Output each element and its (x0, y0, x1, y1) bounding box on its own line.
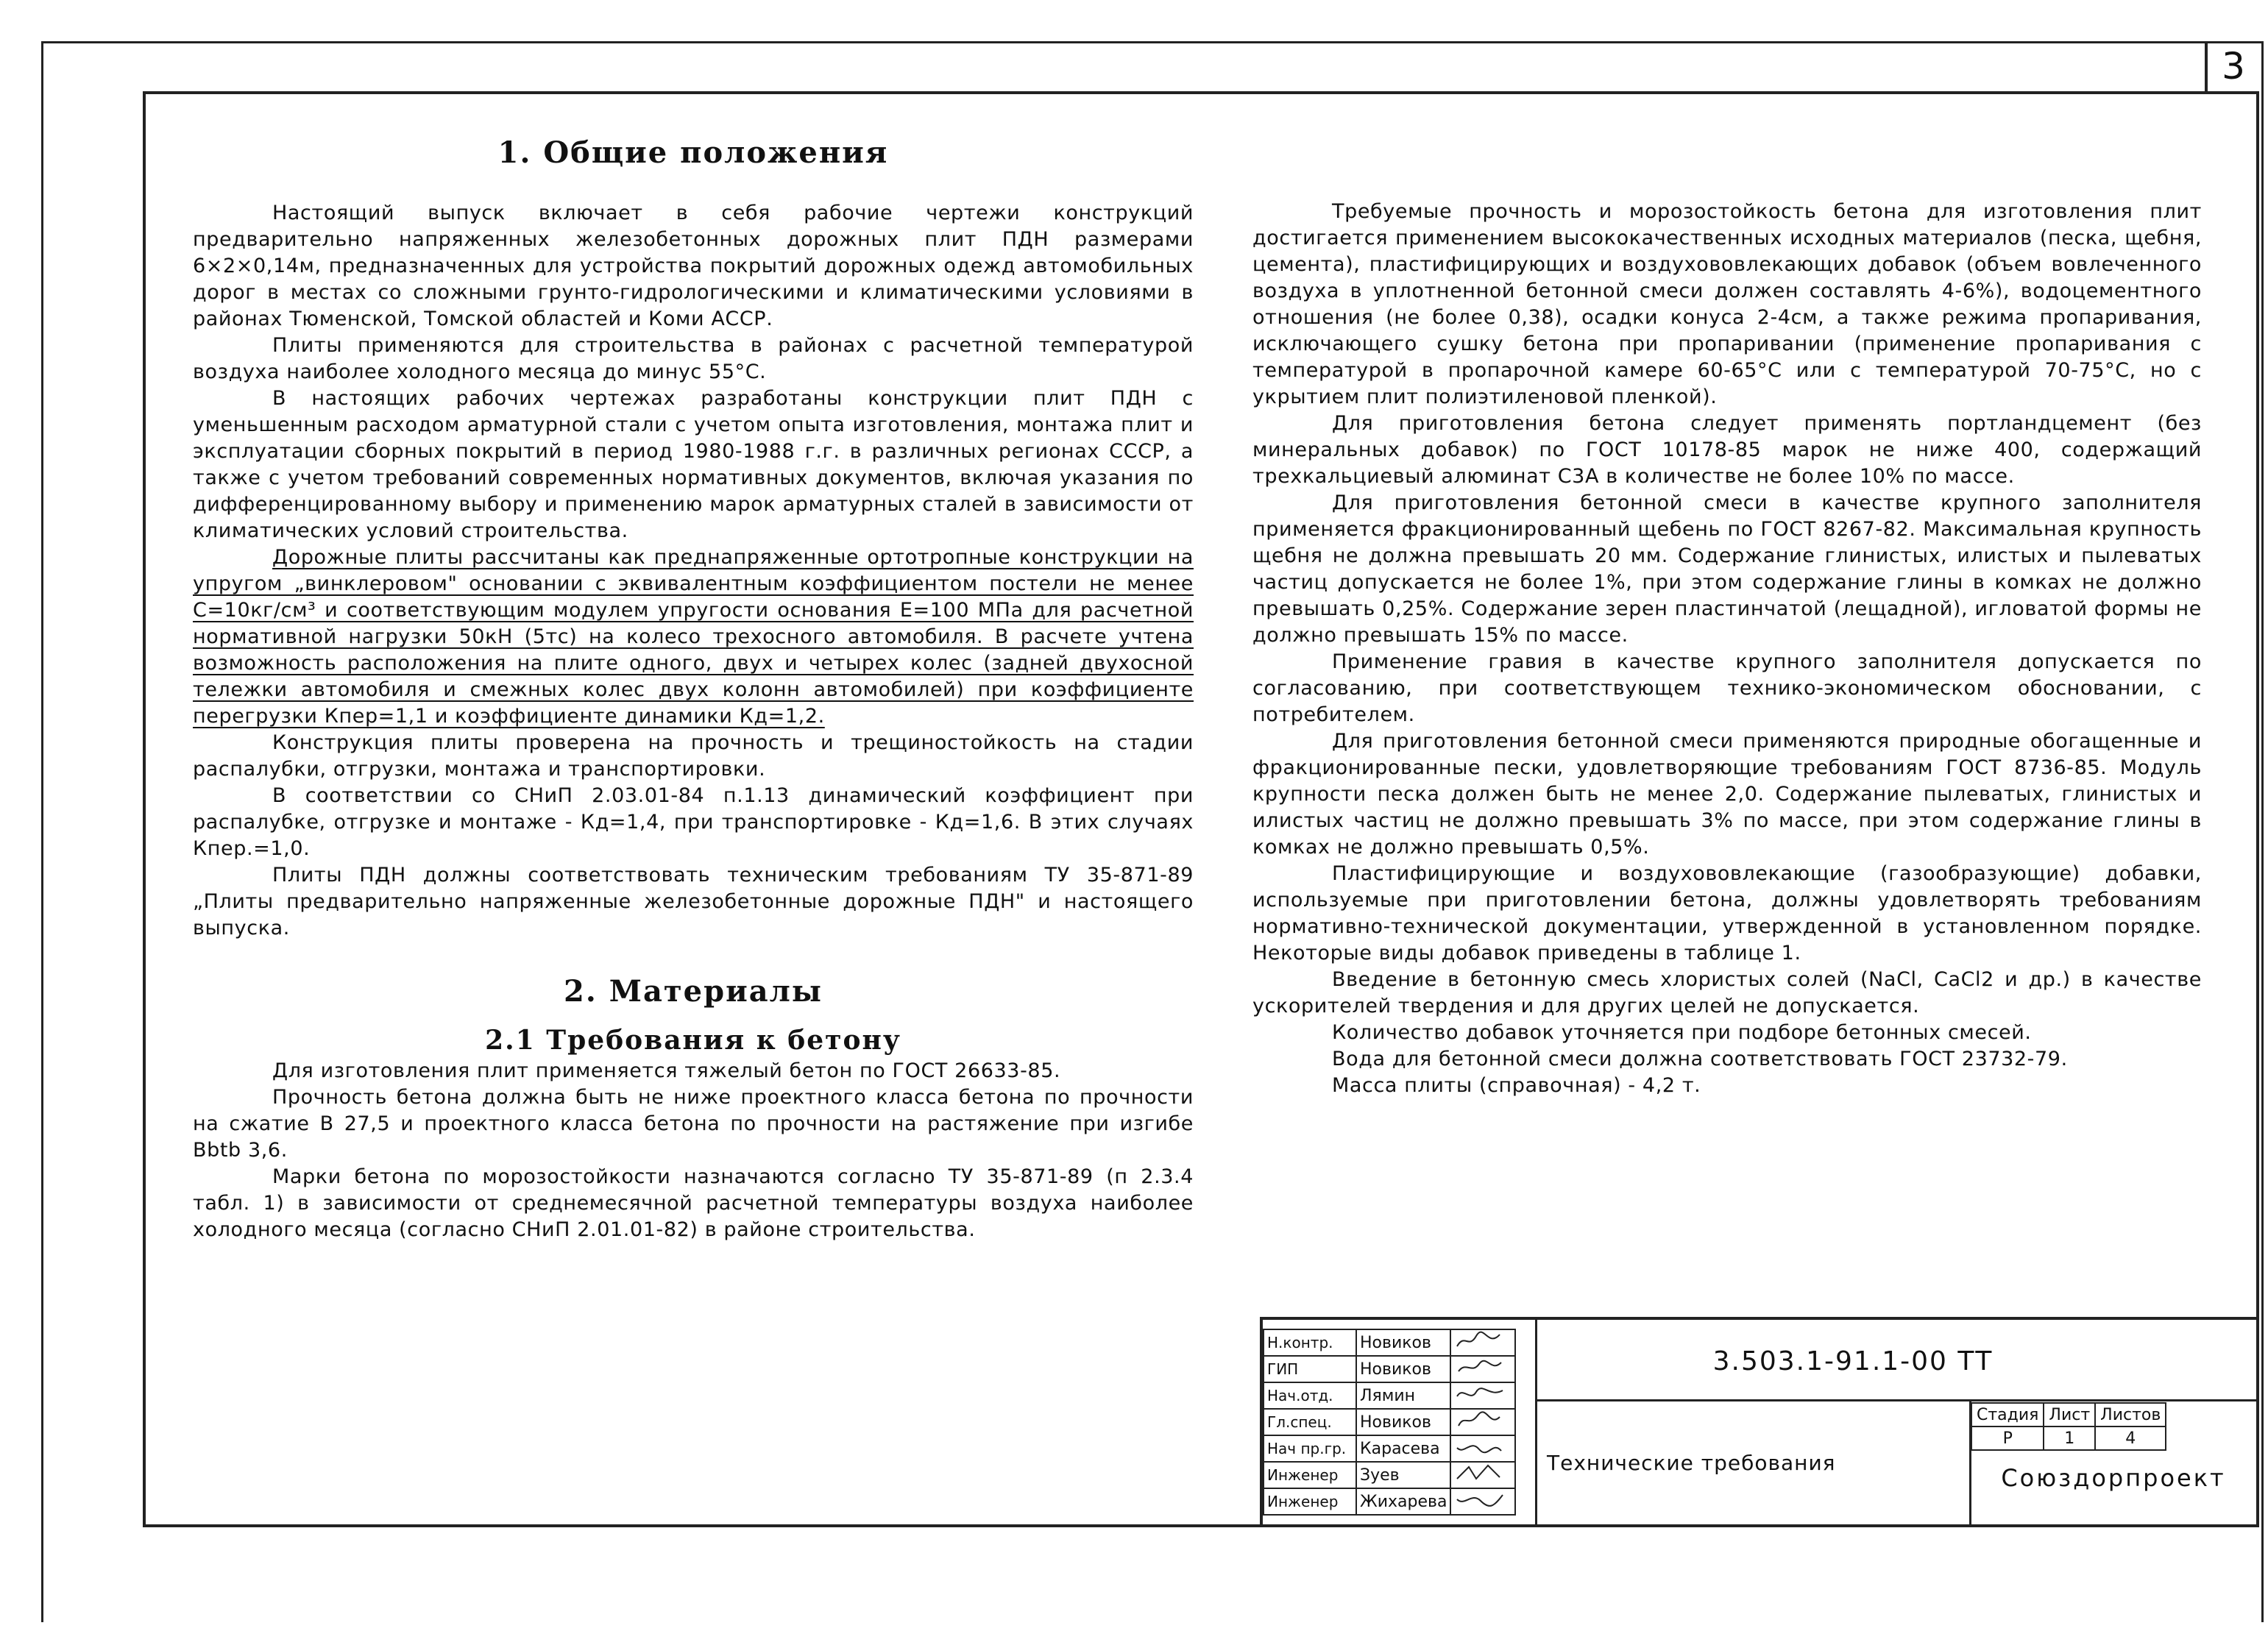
signature (1450, 1382, 1515, 1409)
staff-row (1264, 1462, 1515, 1488)
staff-row (1264, 1356, 1515, 1382)
signature (1450, 1356, 1515, 1382)
right-column (1252, 199, 2202, 1099)
right-paragraph: Введение в бетонную смесь хлористых солей (NaCl, CaCl2 и др.) в качестве ускорителей твердения и для других целей не допускается. (1252, 968, 2202, 1017)
stage-value: Р (1971, 1427, 2044, 1450)
right-paragraph: Применение гравия в качестве крупного заполнителя допускается по согласованию, при соответствующем технико-экономическом обосновании, с потребителем. (1252, 650, 2202, 726)
staff-row (1264, 1329, 1515, 1356)
section1-paragraph: В соответствии со СНиП 2.03.01-84 п.1.13 динамический коэффициент при распалубке, отгрузке и монтаже - Кд=1,4, при транспортировке - Кд=1,6. В этих случаях Кпер.=1,0. (193, 784, 1194, 860)
section1-paragraph-underlined: Дорожные плиты рассчитаны как преднапряженные ортотропные конструкции на упругом „винклеровом" основании с эквивалентным коэффициентом постели не менее С=10кг/см³ и соответствующим модулем упругости основания Е=100 МПа для расчетной нормативной нагрузки 50кН (5тс) на колесо трехосного автомобиля. В расчете учтена возможность расположения на плите одного, двух и четырех колес (задней двухосной тележки автомобиля и смежных колес двух колонн автомобилей) при коэффициенте перегрузки Кпер=1,1 и коэффициенте динамики Кд=1,2. (193, 546, 1194, 728)
staff-role: Гл.спец. (1264, 1409, 1356, 1435)
section1-paragraph: Плиты ПДН должны соответствовать техническим требованиям ТУ 35-871-89 „Плиты предварительно напряженные железобетонные дорожные ПДН" и настоящего выпуска. (193, 864, 1194, 939)
sheet-header: Лист (2044, 1403, 2095, 1427)
staff-name: Карасева (1356, 1435, 1450, 1462)
staff-role: Н.контр. (1264, 1329, 1356, 1356)
staff-role: Нач пр.гр. (1264, 1435, 1356, 1462)
staff-role: ГИП (1264, 1356, 1356, 1382)
section1-paragraph: Конструкция плиты проверена на прочность и трещиностойкость на стадии распалубки, отгрузки, монтажа и транспортировки. (193, 731, 1194, 781)
signature (1450, 1409, 1515, 1435)
signature (1450, 1462, 1515, 1488)
section1-paragraph: Настоящий выпуск включает в себя рабочие чертежи конструкций предварительно напряженных железобетонных дорожных плит ПДН размерами 6×2×0,14м, предназначенных для устройства покрытий дорожных одежд автомобильных дорог в местах со сложными грунто-гидрологическими и климатическими условиями в районах Тюменской, Томской областей и Коми АССР. (193, 202, 1194, 330)
document-name: Технические требования (1547, 1451, 1836, 1475)
right-paragraph: Количество добавок уточняется при подборе бетонных смесей. (1332, 1021, 2032, 1044)
staff-row (1264, 1382, 1515, 1409)
staff-role: Нач.отд. (1264, 1382, 1356, 1409)
staff-name: Зуев (1356, 1462, 1450, 1488)
signature (1450, 1435, 1515, 1462)
section2-subtitle: 2.1 Требования к бетону (485, 1025, 901, 1056)
section1-paragraph: В настоящих рабочих чертежах разработаны конструкции плит ПДН с уменьшенным расходом арматурной стали с учетом опыта изготовления, монтажа плит и эксплуатации сборных покрытий в период 1980-1988 г.г. в различных регионах СССР, а также с учетом требований современных нормативных документов, включая указания по дифференцированному выбору и применению марок арматурных сталей в зависимости от климатических условий строительства. (193, 387, 1194, 542)
stage-header: Стадия (1971, 1403, 2044, 1427)
sheets-header: Листов (2095, 1403, 2166, 1427)
right-paragraph: Вода для бетонной смеси должна соответствовать ГОСТ 23732-79. (1332, 1048, 2068, 1070)
staff-name: Жихарева (1356, 1488, 1450, 1515)
staff-row (1264, 1435, 1515, 1462)
staff-name: Лямин (1356, 1382, 1450, 1409)
staff-role: Инженер (1264, 1462, 1356, 1488)
organization-name: Союздорпроект (2001, 1464, 2226, 1492)
right-paragraph: Масса плиты (справочная) - 4,2 т. (1332, 1074, 1701, 1097)
staff-name: Новиков (1356, 1329, 1450, 1356)
staff-name: Новиков (1356, 1356, 1450, 1382)
right-paragraph: Для приготовления бетонной смеси в качестве крупного заполнителя применяется фракционированный щебень по ГОСТ 8267-82. Максимальная крупность щебня не должна превышать 20 мм. Содержание глинистых, илистых и пылеватых частиц допускается не более 1%, при этом содержание глины в комках не должно превышать 0,25%. Содержание зерен пластинчатой (лещадной), игловатой формы не должно превышать 15% по массе. (1252, 491, 2202, 647)
left-column (193, 135, 1194, 1243)
section1-paragraph: Плиты применяются для строительства в районах с расчетной температурой воздуха наиболее холодного месяца до минус 55°С. (193, 334, 1194, 383)
right-paragraph: Пластифицирующие и воздухововлекающие (газообразующие) добавки, используемые при приготовлении бетона, должны удовлетворять требованиям нормативно-технической документации, утвержденной в установленном порядке. Некоторые виды добавок приведены в таблице 1. (1252, 862, 2202, 964)
stamp-divider (1535, 1399, 2256, 1401)
staff-row (1264, 1409, 1515, 1435)
section2-paragraph: Для изготовления плит применяется тяжелый бетон по ГОСТ 26633-85. (272, 1059, 1061, 1082)
sheets-value: 4 (2095, 1427, 2166, 1450)
staff-table (1263, 1329, 1516, 1516)
sheet-info-table (1971, 1402, 2166, 1451)
staff-role: Инженер (1264, 1488, 1356, 1515)
section2-paragraph: Прочность бетона должна быть не ниже проектного класса бетона по прочности на сжатие В 27,5 и проектного класса бетона по прочности на растяжение при изгибе Вbtb 3,6. (193, 1086, 1194, 1162)
signature (1450, 1329, 1515, 1356)
section2-title: 2. Материалы (564, 974, 823, 1009)
right-paragraph: Для приготовления бетонной смеси применяются природные обогащенные и фракционированные пески, удовлетворяющие требованиям ГОСТ 8736-85. Модуль крупности песка должен быть не менее 2,0. Содержание пылеватых, глинистых и илистых частиц не должно превышать 3% по массе, при этом содержание глины в комках не должно превышать 0,5%. (1252, 730, 2202, 859)
right-paragraph: Для приготовления бетона следует применять портландцемент (без минеральных добавок) по ГОСТ 10178-85 марок не ниже 400, содержащий трехкальциевый алюминат С3А в количестве не более 10% по массе. (1252, 412, 2202, 488)
staff-name: Новиков (1356, 1409, 1450, 1435)
staff-row (1264, 1488, 1515, 1515)
title-block (1260, 1317, 2256, 1524)
signature (1450, 1488, 1515, 1515)
section2-paragraph: Марки бетона по морозостойкости назначаются согласно ТУ 35-871-89 (п 2.3.4 табл. 1) в зависимости от среднемесячной расчетной температуры воздуха наиболее холодного месяца (согласно СНиП 2.01.01-82) в районе строительства. (193, 1165, 1194, 1241)
sheet-value: 1 (2044, 1427, 2095, 1450)
document-code: 3.503.1-91.1-00 ТТ (1712, 1346, 1994, 1376)
section1-title: 1. Общие положения (497, 135, 889, 170)
right-paragraph: Требуемые прочность и морозостойкость бетона для изготовления плит достигается применением высококачественных исходных материалов (песка, щебня, цемента), пластифицирующих и воздухововлекающих добавок (объем вовлеченного воздуха в уплотненной бетонной смеси должен составлять 4-6%), водоцементного отношения (не более 0,38), осадки конуса 2-4см, а также режима пропаривания, исключающего сушку бетона при пропаривании (применение пропаривания с температурой в пропарочной камере 60-65°С или с температурой 70-75°С, но с укрытием плит полиэтиленовой пленкой). (1252, 200, 2202, 408)
page-number: 3 (2205, 41, 2259, 94)
